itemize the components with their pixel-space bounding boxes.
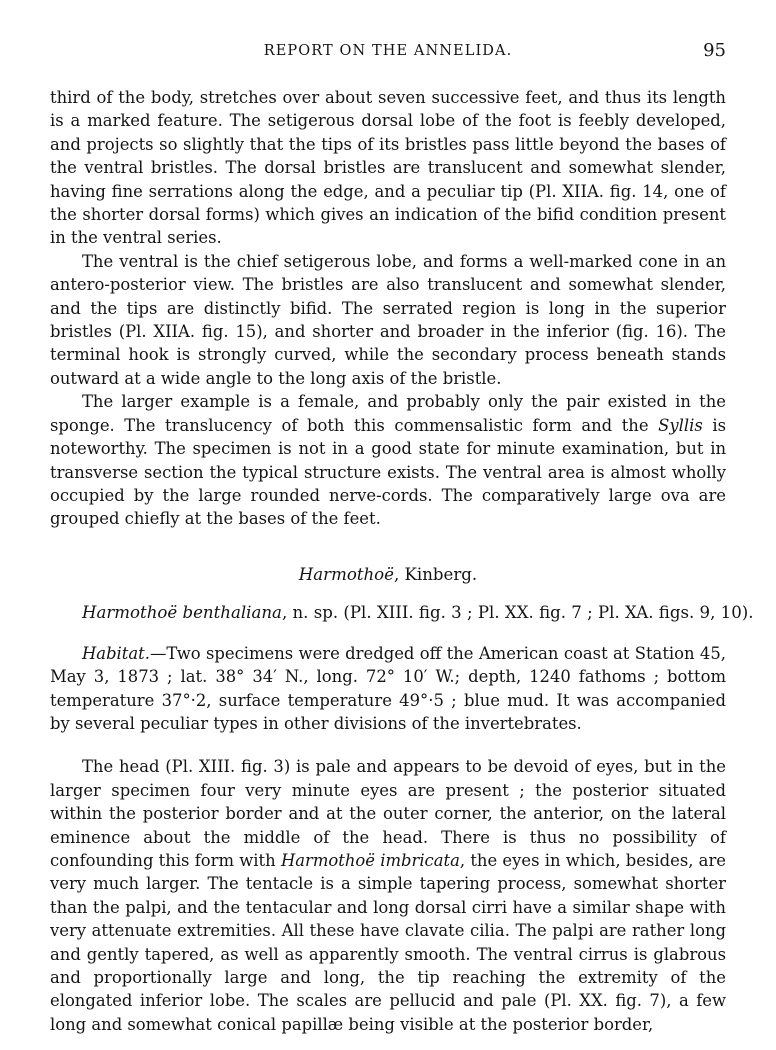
running-title: REPORT ON THE ANNELIDA. bbox=[263, 43, 513, 59]
syllis-genus-name: Syllis bbox=[658, 415, 703, 435]
paragraph-3-text-a: The larger example is a female, and probably only the pair existed in the sponge. The translucency of both this commensalistic form and the bbox=[50, 392, 726, 435]
body-paragraph-3 bbox=[50, 390, 726, 530]
running-header bbox=[50, 40, 726, 62]
harmothoe-imbricata-name: Harmothoë imbricata bbox=[280, 850, 460, 870]
genus-heading bbox=[50, 563, 726, 587]
page-number: 95 bbox=[703, 40, 726, 61]
body-paragraph-2: The ventral is the chief setigerous lobe, and forms a well-marked cone in an antero-posterior view. The bristles are also translucent and somewhat slender, and the tips are distinctly bifid. The serrated region is long in the superior bristles (Pl. XIIA. fig. 15), and shorter and broader in the inferior (fig. 16). The terminal hook is strongly curved, while the secondary process beneath stands outward at a wide angle to the long axis of the bristle. bbox=[50, 251, 726, 388]
species-heading bbox=[50, 601, 754, 625]
paragraph-5-text-a: The head (Pl. XIII. fig. 3) is pale and appears to be devoid of eyes, but in the larger specimen four very minute eyes are present ; the posterior situated within the posterior border and at the outer corner, the anterior, on the lateral eminence about the middle of the head. There is thus no possibility of confounding this form with bbox=[50, 757, 726, 870]
body-paragraph-1: third of the body, stretches over about seven successive feet, and thus its length is a marked feature. The setigerous dorsal lobe of the foot is feebly developed, and projects so slightly that the tips of its bristles pass little beyond the bases of the ventral bristles. The dorsal bristles are translucent and somewhat slender, having fine serrations along the edge, and a peculiar tip (Pl. XIIA. fig. 14, one of the shorter dorsal forms) which gives an indication of the bifid condition present in the ventral series. bbox=[50, 88, 726, 248]
genus-authority: , Kinberg. bbox=[393, 564, 478, 584]
body-paragraph-5 bbox=[50, 755, 726, 1036]
habitat-paragraph bbox=[50, 642, 726, 736]
page bbox=[50, 40, 754, 1036]
habitat-label: Habitat. bbox=[82, 643, 150, 663]
habitat-text: —Two specimens were dredged off the American coast at Station 45, May 3, 1873 ; lat. 38° 34′ N., long. 72° 10′ W.; depth, 1240 fathoms ; bottom temperature 37°·2, surface temperature 49°·5 ; blue mud. It was accompanied by several peculiar types in other divisions of the invertebrates. bbox=[50, 643, 726, 733]
paragraph-5-text-b: , the eyes in which, besides, are very much larger. The tentacle is a simple tapering process, somewhat shorter than the palpi, and the tentacular and long dorsal cirri have a similar shape with very attenuate extremities. All these have clavate cilia. The palpi are rather long and gently tapered, as well as apparently smooth. The ventral cirrus is glabrous and proportionally large and long, the tip reaching the extremity of the elongated inferior lobe. The scales are pellucid and pale (Pl. XX. fig. 7), a few long and somewhat conical papillæ being visible at the posterior border, bbox=[50, 850, 726, 1034]
paragraph-3-text-b: is noteworthy. The specimen is not in a good state for minute examination, but in transverse section the typical structure exists. The ventral area is almost wholly occupied by the large rounded nerve-cords. The comparatively large ova are grouped chiefly at the bases of the feet. bbox=[50, 415, 726, 529]
species-plate-references: , n. sp. (Pl. XIII. fig. 3 ; Pl. XX. fig. 7 ; Pl. XA. figs. 9, 10). bbox=[281, 602, 754, 622]
genus-name: Harmothoë bbox=[298, 564, 394, 584]
species-name: Harmothoë benthaliana bbox=[82, 602, 282, 622]
